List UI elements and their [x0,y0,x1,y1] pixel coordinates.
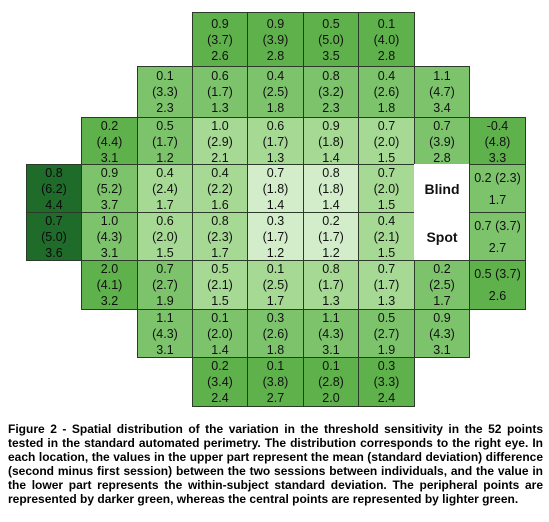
sd-value: (4.7) [429,85,455,99]
sd-value: (4.4) [96,135,123,149]
sd-value: (1.7) [152,135,178,149]
within-subject-sd: 2.4 [377,391,396,405]
sd-value: (5.0) [318,33,344,47]
visual-field-cell [192,357,248,407]
within-subject-sd: 1.8 [266,343,285,357]
mean-value: 0.8 [322,166,340,180]
within-subject-sd: 2.6 [488,289,507,303]
mean-value: 0.4 [377,214,396,228]
mean-value: 0.9 [266,17,285,31]
visual-field-cell [81,164,138,213]
visual-field-cell [247,260,304,310]
within-subject-sd: 1.4 [266,198,285,212]
mean-value: 0.7 [45,214,63,228]
mean-value: 0.5 [211,262,229,276]
sd-value: (4.8) [484,135,511,149]
within-subject-sd: 1.8 [377,101,396,115]
figure-caption: Figure 2 - Spatial distribution of the variation in the threshold sensitivity in the 52 points tested in the standard automated perimetry. The distribution corresponds to the right eye. In each location, the values in the upper part represent the mean (standard deviation) difference (second minus first session) between the two sessions between individuals, and the value in the lower part represents the within-subject standard deviation. The peripheral points are represented by darker green, whereas the central points are represented by lighter green. [8,422,543,506]
within-subject-sd: 1.8 [266,101,285,115]
visual-field-cell [137,164,193,213]
within-subject-sd: 1.7 [266,294,285,308]
mean-value: 0.1 [322,359,340,373]
within-subject-sd: 3.5 [322,49,340,63]
within-subject-sd: 1.7 [488,193,507,207]
sd-value: (3.3) [373,375,400,389]
sd-value: (2.7) [373,327,400,341]
sd-value: (1.7) [207,85,233,99]
mean-value: 0.6 [211,69,229,83]
visual-field-cell [358,12,415,67]
within-subject-sd: 2.4 [211,391,229,405]
sd-value: (2.1) [207,278,233,292]
within-subject-sd: 1.7 [156,198,174,212]
sd-value: (2.5) [429,278,455,292]
mean-value: 0.8 [322,69,340,83]
sd-value: (2.1) [373,230,400,244]
visual-field-cell [137,66,193,118]
within-subject-sd: 1.5 [211,294,229,308]
mean-value: 0.9 [433,311,451,325]
visual-field-cell [414,117,470,165]
within-subject-sd: 2.6 [211,49,229,63]
sd-value: (1.8) [318,135,344,149]
visual-field-cell [137,309,193,358]
blind-spot-cell [414,212,470,261]
mean-value: 0.1 [377,17,396,31]
within-subject-sd: 2.8 [377,49,396,63]
visual-field-cell [26,212,82,261]
visual-field-cell [358,164,415,213]
within-subject-sd: 1.5 [377,198,396,212]
sd-value: (5.0) [41,230,67,244]
mean-value: 0.7 (3.7) [474,219,521,233]
mean-value: -0.4 [486,119,509,133]
visual-field-cell [358,117,415,165]
within-subject-sd: 1.5 [377,246,396,260]
sd-value: (1.8) [262,182,289,196]
within-subject-sd: 2.8 [433,151,451,165]
sd-value: (2.7) [152,278,178,292]
within-subject-sd: 1.2 [322,246,340,260]
mean-value: 0.4 [211,166,229,180]
within-subject-sd: 3.6 [45,246,63,260]
within-subject-sd: 1.4 [211,343,229,357]
sd-value: (2.0) [152,230,178,244]
visual-field-cell [358,66,415,118]
sd-value: (3.2) [318,85,344,99]
sd-value: (2.4) [152,182,178,196]
within-subject-sd: 3.2 [100,294,119,308]
sd-value: (3.9) [429,135,455,149]
sd-value: (2.0) [373,182,400,196]
sd-value: (2.0) [373,135,400,149]
mean-value: 0.6 [156,214,174,228]
visual-field-cell [303,357,359,407]
within-subject-sd: 2.3 [156,101,174,115]
within-subject-sd: 2.0 [322,391,340,405]
within-subject-sd: 3.1 [322,343,340,357]
visual-field-cell [469,164,526,213]
mean-value: 0.7 [377,119,396,133]
within-subject-sd: 2.7 [266,391,285,405]
within-subject-sd: 1.4 [322,151,340,165]
sd-value: (2.0) [207,327,233,341]
mean-value: 0.9 [211,17,229,31]
mean-value: 0.1 [266,262,285,276]
within-subject-sd: 3.1 [433,343,451,357]
sd-value: (2.8) [318,375,344,389]
mean-value: 0.4 [266,69,285,83]
mean-value: 0.7 [156,262,174,276]
mean-value: 0.7 [266,166,285,180]
mean-value: 1.1 [322,311,340,325]
visual-field-cell [414,309,470,358]
mean-value: 2.0 [100,262,119,276]
within-subject-sd: 3.3 [488,151,507,165]
within-subject-sd: 2.1 [211,151,229,165]
within-subject-sd: 1.3 [322,294,340,308]
within-subject-sd: 1.9 [156,294,174,308]
mean-value: 1.0 [211,119,229,133]
mean-value: 0.1 [266,359,285,373]
sd-value: (2.5) [262,278,289,292]
mean-value: 0.5 (3.7) [474,267,521,281]
sd-value: (4.3) [429,327,455,341]
visual-field-cell [192,260,248,310]
mean-value: 0.3 [266,311,285,325]
sd-value: (4.3) [152,327,178,341]
visual-field-cell [137,212,193,261]
visual-field-cell [192,212,248,261]
within-subject-sd: 1.2 [266,246,285,260]
mean-value: 0.8 [45,166,63,180]
visual-field-cell [247,164,304,213]
sd-value: (1.7) [318,278,344,292]
sd-value: (3.3) [152,85,178,99]
mean-value: 1.1 [156,311,174,325]
within-subject-sd: 1.7 [211,246,229,260]
visual-field-cell [247,12,304,67]
within-subject-sd: 1.9 [377,343,396,357]
mean-value: 0.2 [322,214,340,228]
sd-value: (3.4) [207,375,233,389]
visual-field-cell [137,260,193,310]
visual-field-cell [358,212,415,261]
visual-field-cell [358,260,415,310]
mean-value: 0.2 (2.3) [474,171,521,185]
sd-value: (1.7) [262,230,289,244]
sd-value: (3.8) [262,375,289,389]
within-subject-sd: 3.4 [433,101,451,115]
visual-field-cell [414,260,470,310]
visual-field-cell [192,66,248,118]
sd-value: (4.3) [96,230,123,244]
sd-value: (2.3) [207,230,233,244]
sd-value: (1.7) [373,278,400,292]
visual-field-cell [303,117,359,165]
mean-value: 0.2 [211,359,229,373]
mean-value: 0.5 [156,119,174,133]
sd-value: (5.2) [96,182,123,196]
mean-value: 0.8 [322,262,340,276]
visual-field-cell [81,260,138,310]
mean-value: 0.5 [377,311,396,325]
visual-field-cell [247,66,304,118]
visual-field-cell [303,212,359,261]
visual-field-cell [469,117,526,165]
blind-spot-label: Spot [426,229,458,245]
sd-value: (3.9) [262,33,289,47]
sd-value: (2.5) [262,85,289,99]
within-subject-sd: 1.4 [322,198,340,212]
sd-value: (4.3) [318,327,344,341]
visual-field-cell [247,357,304,407]
visual-field-cell [469,260,526,310]
visual-field-cell [358,309,415,358]
mean-value: 0.8 [211,214,229,228]
visual-field-cell [137,117,193,165]
visual-field-cell [81,212,138,261]
visual-field-cell [192,12,248,67]
visual-field-cell [469,212,526,261]
within-subject-sd: 2.3 [322,101,340,115]
within-subject-sd: 1.3 [211,101,229,115]
mean-value: 0.1 [211,311,229,325]
sd-value: (2.6) [373,85,400,99]
within-subject-sd: 4.4 [45,198,63,212]
mean-value: 0.2 [100,119,119,133]
sd-value: (2.2) [207,182,233,196]
sd-value: (4.0) [373,33,400,47]
within-subject-sd: 1.7 [433,294,451,308]
mean-value: 0.4 [377,69,396,83]
within-subject-sd: 2.7 [488,241,507,255]
within-subject-sd: 1.6 [211,198,229,212]
sd-value: (4.1) [96,278,123,292]
mean-value: 0.3 [377,359,396,373]
visual-field-cell [303,12,359,67]
visual-field-cell [81,117,138,165]
visual-field-cell [192,117,248,165]
blind-spot-cell [414,164,470,213]
mean-value: 0.3 [266,214,285,228]
sd-value: (1.7) [318,230,344,244]
within-subject-sd: 1.5 [377,151,396,165]
sd-value: (3.7) [207,33,233,47]
sd-value: (1.7) [262,135,289,149]
blind-spot-label: Blind [424,181,460,197]
mean-value: 0.9 [322,119,340,133]
within-subject-sd: 1.3 [377,294,396,308]
mean-value: 0.9 [100,166,119,180]
within-subject-sd: 1.3 [266,151,285,165]
visual-field-cell [358,357,415,407]
within-subject-sd: 1.5 [156,246,174,260]
sd-value: (1.8) [318,182,344,196]
mean-value: 0.2 [433,262,451,276]
visual-field-cell [303,309,359,358]
mean-value: 0.7 [377,166,396,180]
visual-field-cell [303,164,359,213]
visual-field-cell [414,66,470,118]
visual-field-cell [303,66,359,118]
sd-value: (2.9) [207,135,233,149]
visual-field-cell [247,212,304,261]
visual-field-cell [192,164,248,213]
within-subject-sd: 2.8 [266,49,285,63]
mean-value: 0.5 [322,17,340,31]
mean-value: 0.1 [156,69,174,83]
within-subject-sd: 1.2 [156,151,174,165]
mean-value: 1.1 [433,69,451,83]
visual-field-cell [192,309,248,358]
within-subject-sd: 3.1 [100,246,119,260]
mean-value: 1.0 [100,214,119,228]
sd-value: (2.6) [262,327,289,341]
mean-value: 0.7 [433,119,451,133]
within-subject-sd: 3.1 [100,151,119,165]
visual-field-cell [247,309,304,358]
mean-value: 0.6 [266,119,285,133]
within-subject-sd: 3.7 [100,198,119,212]
visual-field-cell [26,164,82,213]
mean-value: 0.4 [156,166,174,180]
visual-field-cell [303,260,359,310]
visual-field-cell [247,117,304,165]
within-subject-sd: 3.1 [156,343,174,357]
sd-value: (6.2) [41,182,67,196]
mean-value: 0.7 [377,262,396,276]
